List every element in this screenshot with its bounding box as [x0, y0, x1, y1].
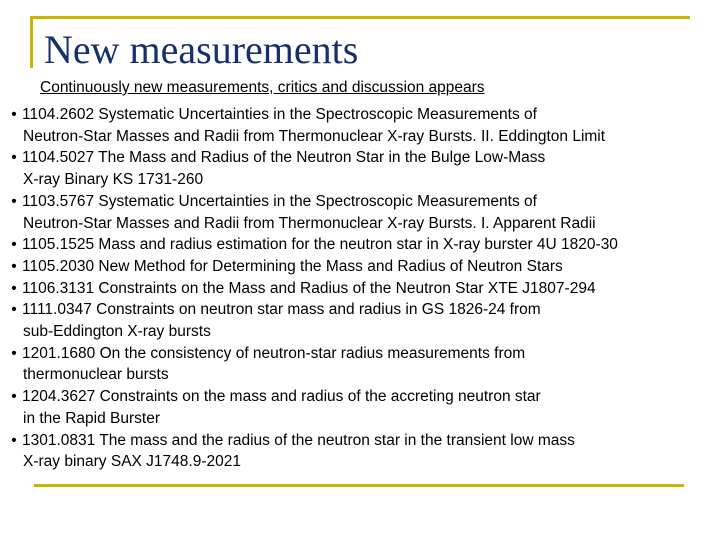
frame-top-rule: [30, 16, 690, 19]
bullet-text: [22, 299, 718, 342]
bullet-item: [6, 147, 718, 190]
bullet-continuation-line: Neutron-Star Masses and Radii from Thermonuclear X-ray Bursts. II. Eddington Limit: [23, 127, 606, 145]
bullet-item: [6, 386, 718, 429]
bullet-item: [6, 191, 718, 234]
bullet-continuation-line: X-ray binary SAX J1748.9-2021: [23, 453, 241, 471]
bullet-dot-icon: •: [11, 301, 17, 319]
bullet-dot-icon: •: [11, 106, 17, 123]
bullet-item: [6, 430, 718, 473]
bullet-line: 1204.3627 Constraints on the mass and radius of the accreting neutron star: [22, 388, 541, 406]
bullet-item: [6, 104, 718, 147]
bullet-item: [6, 256, 718, 278]
bullet-line: 1106.3131 Constraints on the Mass and Radius of the Neutron Star XTE J1807-294: [22, 279, 596, 297]
bullet-dot-icon: •: [11, 236, 17, 254]
bullet-dot-icon: •: [11, 257, 17, 275]
bullet-line: 1301.0831 The mass and the radius of the neutron star in the transient low mass: [22, 431, 575, 449]
bullet-line: 1105.1525 Mass and radius estimation for the neutron star in X-ray burster 4U 1820-30: [22, 236, 618, 254]
bullet-line: 1201.1680 On the consistency of neutron-star radius measurements from: [22, 344, 526, 362]
bullet-line: 1104.5027 The Mass and Radius of the Neutron Star in the Bulge Low-Mass: [22, 149, 546, 167]
bullet-text: [22, 430, 718, 473]
bullet-continuation-line: thermonuclear bursts: [23, 366, 169, 384]
bullet-dot-icon: •: [11, 431, 17, 449]
bullet-continuation-line: in the Rapid Burster: [23, 409, 160, 427]
bullet-dot-icon: •: [11, 192, 17, 210]
bullet-item: [6, 278, 718, 300]
bullet-item: [6, 299, 718, 342]
bullet-text: [22, 191, 718, 234]
bullet-dot-icon: •: [11, 388, 17, 406]
bullet-text: [22, 147, 718, 190]
bullet-list: [6, 104, 718, 473]
bullet-continuation-line: sub-Eddington X-ray bursts: [23, 323, 211, 341]
bullet-text: [22, 278, 718, 300]
bullet-line: 1111.0347 Constraints on neutron star mass and radius in GS 1826-24 from: [22, 301, 541, 319]
frame-bottom-rule: [34, 484, 684, 487]
slide-title: New measurements: [44, 27, 359, 72]
bullet-line: 1104.2602 Systematic Uncertainties in the Spectroscopic Measurements of: [22, 106, 537, 123]
slide-subtitle: Continuously new measurements, critics and discussion appears: [40, 79, 485, 96]
bullet-text: [22, 104, 718, 147]
bullet-dot-icon: •: [11, 344, 17, 362]
bullet-item: [6, 234, 718, 256]
bullet-line: 1103.5767 Systematic Uncertainties in the Spectroscopic Measurements of: [22, 192, 537, 210]
bullet-continuation-line: Neutron-Star Masses and Radii from Thermonuclear X-ray Bursts. I. Apparent Radii: [23, 214, 596, 232]
bullet-text: [22, 343, 718, 386]
bullet-item: [6, 343, 718, 386]
bullet-text: [22, 256, 718, 278]
bullet-text: [22, 386, 718, 429]
frame-left-rule: [30, 16, 33, 68]
bullet-dot-icon: •: [11, 149, 17, 167]
bullet-continuation-line: X-ray Binary KS 1731-260: [23, 171, 204, 189]
bullet-line: 1105.2030 New Method for Determining the Mass and Radius of Neutron Stars: [22, 257, 563, 275]
bullet-text: [22, 234, 718, 256]
bullet-dot-icon: •: [11, 279, 17, 297]
